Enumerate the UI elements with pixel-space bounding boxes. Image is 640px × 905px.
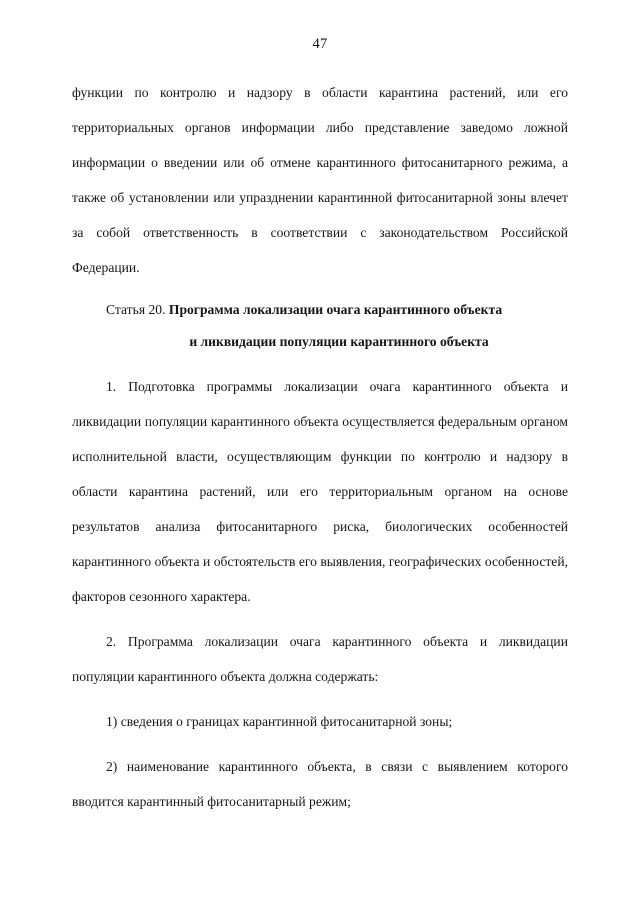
page-number: 47 (312, 36, 328, 52)
paragraph-item-1: 1. Подготовка программы локализации очага карантинного объекта и ликвидации популяции карантинного объекта осуществляется федеральным органом исполнительной власти, осуществляющим функции по контролю и надзору в области карантина растений, или его территориальным органом на основе результатов анализа фитосанитарного риска, биологических особенностей карантинного объекта и обстоятельств его выявления, географических особенностей, факторов сезонного характера. (72, 379, 568, 604)
paragraph-subitem-2: 2) наименование карантинного объекта, в связи с выявлением которого вводится карантинный фитосанитарный режим; (72, 759, 568, 809)
paragraph-spacer (72, 741, 568, 749)
article-heading-line-2: и ликвидации популяции карантинного объекта (189, 334, 489, 349)
paragraph-continuation: функции по контролю и надзору в области карантина растений, или его территориальных органов информации либо представление заведомо ложной информации о введении или об отмене карантинного фитосанитарного режима, а также об установлении или упразднении карантинной фитосанитарной зоны влечет за собой ответственность в соответствии с законодательством Российской Федерации. (72, 85, 568, 275)
paragraph-subitem-1: 1) сведения о границах карантинной фитосанитарной зоны; (106, 714, 453, 729)
article-title-part-1: Программа локализации очага карантинного объекта (168, 302, 503, 317)
article-number: Статья 20. (106, 302, 166, 317)
article-heading-line-1 (72, 299, 568, 321)
paragraph-spacer (72, 696, 568, 704)
paragraph-spacer (72, 616, 568, 624)
paragraph-item-2: 2. Программа локализации очага карантинного объекта и ликвидации популяции карантинного объекта должна содержать: (72, 634, 568, 684)
